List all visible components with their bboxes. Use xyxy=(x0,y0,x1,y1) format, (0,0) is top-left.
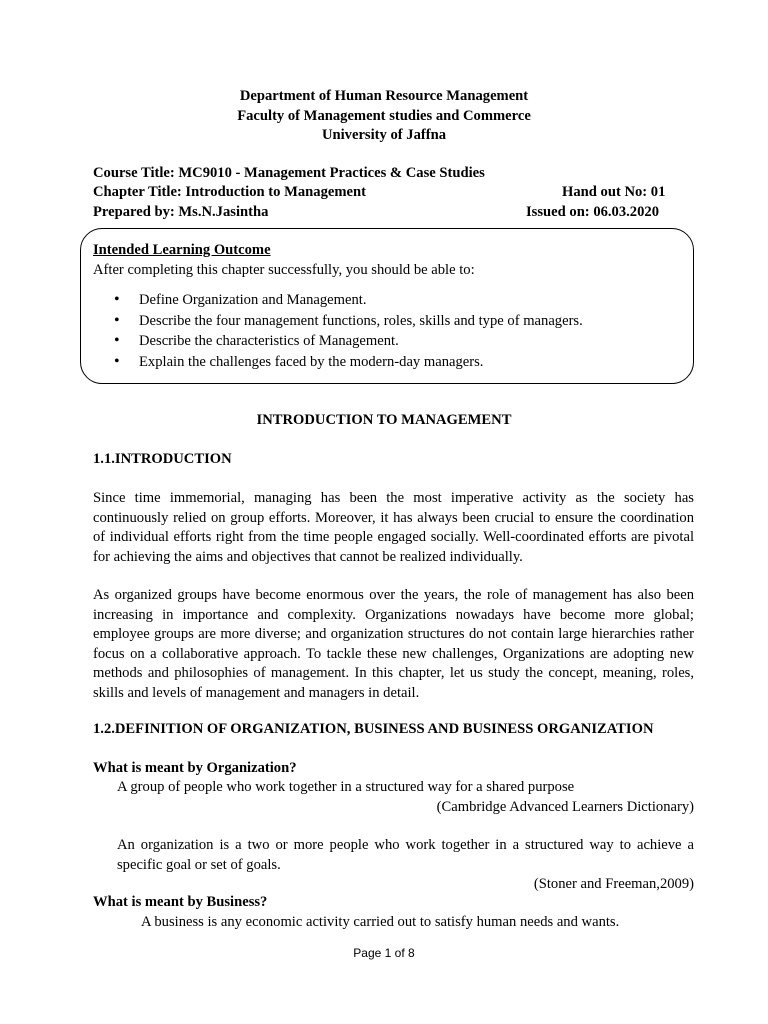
page-number: Page 1 of 8 xyxy=(353,946,415,960)
intro-paragraph-2: As organized groups have become enormous over the years, the role of management has also been increasing in importance and complexity. Organizations nowadays have become more global; employee groups are more diverse; and organization structures do not contain large hierarchies rather focus on a collaborative approach. To tackle these new challenges, Organizations are adopting new methods and philosophies of management. In this chapter, let us study the concept, meaning, roles, skills and levels of management and managers in detail. xyxy=(93,587,694,701)
list-item: • Describe the four management functions, roles, skills and type of managers. xyxy=(93,311,583,332)
course-title: Course Title: MC9010 - Management Practices & Case Studies xyxy=(93,165,485,181)
intro-paragraph-1: Since time immemorial, managing has been the most imperative activity as the society has continuously relied on group efforts. Moreover, it has always been crucial to ensure the coordination of individual efforts right from the time people engaged socially. Well-coordinated efforts are pivotal for achieving the aims and objectives that cannot be realized individually. xyxy=(93,490,694,565)
source-stoner-freeman: (Stoner and Freeman,2009) xyxy=(533,876,694,892)
handout-number: Hand out No: 01 xyxy=(562,184,666,200)
prepared-by: Prepared by: Ms.N.Jasintha xyxy=(93,204,269,220)
definition-organization-1: A group of people who work together in a structured way for a shared purpose xyxy=(117,779,575,795)
faculty-heading: Faculty of Management studies and Commerce xyxy=(237,108,531,124)
list-item: • Explain the challenges faced by the modern-day managers. xyxy=(93,352,583,373)
section-heading-introduction: 1.1.INTRODUCTION xyxy=(93,451,232,467)
learning-outcome-list xyxy=(93,290,583,372)
definition-organization-2: An organization is a two or more people who work together in a structured way to achieve a specific goal or set of goals. xyxy=(117,837,694,873)
question-business: What is meant by Business? xyxy=(93,894,268,910)
main-title: INTRODUCTION TO MANAGEMENT xyxy=(256,412,512,428)
list-item: • Describe the characteristics of Management. xyxy=(93,331,583,352)
university-heading: University of Jaffna xyxy=(321,127,447,143)
learning-outcome-heading: Intended Learning Outcome xyxy=(93,242,271,258)
issued-on: Issued on: 06.03.2020 xyxy=(526,204,659,220)
source-cambridge: (Cambridge Advanced Learners Dictionary) xyxy=(436,799,694,815)
definition-business: A business is any economic activity carried out to satisfy human needs and wants. xyxy=(141,914,620,930)
department-heading: Department of Human Resource Management xyxy=(239,88,529,104)
list-item: • Define Organization and Management. xyxy=(93,290,583,311)
learning-outcome-intro: After completing this chapter successfully, you should be able to: xyxy=(93,262,475,278)
chapter-title: Chapter Title: Introduction to Management xyxy=(93,184,366,200)
section-heading-definitions: 1.2.DEFINITION OF ORGANIZATION, BUSINESS AND BUSINESS ORGANIZATION xyxy=(93,721,654,737)
question-organization: What is meant by Organization? xyxy=(93,760,297,776)
